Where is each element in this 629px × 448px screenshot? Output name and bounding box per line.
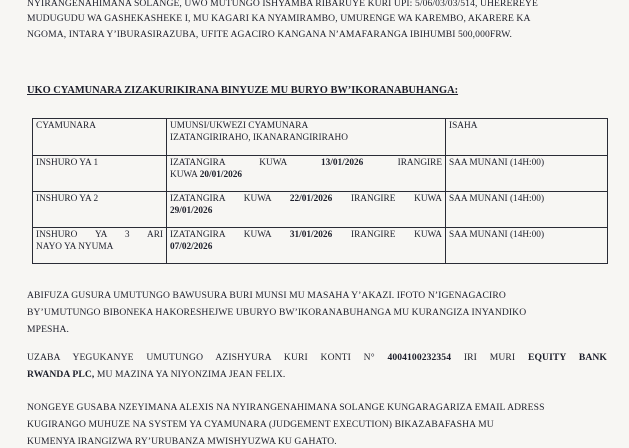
dates-line-2 (170, 205, 442, 217)
request-paragraph-line-3: KUMENYA IRANGIZWA RY’URUBANZA MWISHYUZWA KU GAHATO. (27, 436, 337, 447)
auction-schedule-table (32, 118, 608, 264)
end-label: IRANGIRE (397, 158, 443, 168)
visit-paragraph-line-2: BY’UMUTUNGO BIBONEKA HAKORESHEJWE UBURYO BW’IKORANABUHANGA MU KURANGIZA INYANDIKO (27, 307, 527, 318)
table-row (33, 192, 608, 228)
payment-paragraph-line-1 (27, 351, 607, 364)
dates-cell (167, 192, 446, 228)
round-cell (33, 156, 167, 192)
account-number: 4004100232354 (387, 352, 452, 363)
bank-name-line-2: RWANDA PLC, (27, 369, 95, 380)
round-cell (33, 192, 167, 228)
header-cell-auction (33, 119, 167, 156)
payment-line-1-justified (27, 351, 607, 364)
header-dates-line-1: UMUNSI/UKWEZI CYAMUNARA (170, 121, 309, 131)
round-cell (33, 228, 167, 264)
header-time-label: ISAHA (449, 121, 478, 131)
visit-paragraph-line-1: ABIFUZA GUSURA UMUTUNGO BAWUSURA BURI MUNSI MU MASAHA Y’AKAZI. IFOTO N’IGENAGACIRO (27, 290, 506, 301)
start-label: IZATANGIRA KUWA (170, 194, 272, 204)
dates-line-1 (170, 229, 442, 241)
table-header-row (33, 119, 608, 156)
round-label: INSHURO YA 1 (36, 158, 99, 168)
header-auction-label: CYAMUNARA (36, 121, 96, 131)
time-value: SAA MUNANI (14H:00) (449, 230, 545, 240)
bank-name: EQUITY BANK (528, 352, 607, 363)
start-label: IZATANGIRA KUWA (170, 158, 287, 168)
table-row (33, 156, 608, 192)
time-cell (446, 192, 608, 228)
request-paragraph-line-2: KUGIRANGO MUHUZE NA SYSTEM YA CYAMUNARA (JUDGEMENT EXECUTION) BIKAZABAFASHA MU (27, 419, 494, 430)
start-date: 13/01/2026 (320, 158, 364, 168)
header-dates-line-2: IZATANGIRIRAHO, IKANARANGIRIRAHO (170, 133, 348, 143)
section-heading: UKO CYAMUNARA ZIZAKURIKIRANA BINYUZE MU BURYO BW’IKORANABUHANGA: (27, 85, 459, 96)
request-paragraph-line-1: NONGEYE GUSABA NZEYIMANA ALEXIS NA NYIRANGENAHIMANA SOLANGE KUNGARAGARIZA EMAIL ADRESS (27, 402, 545, 413)
account-holder: MU MAZINA YA NIYONZIMA JEAN FELIX. (96, 369, 286, 380)
payment-mid: IRI MURI (463, 352, 516, 363)
dates-line-1 (170, 193, 442, 205)
payment-prefix: UZABA YEGUKANYE UMUTUNGO AZISHYURA KURI KONTI N° (27, 352, 375, 363)
start-label: IZATANGIRA KUWA (170, 230, 272, 240)
time-value: SAA MUNANI (14H:00) (449, 158, 545, 168)
intro-line-2: MUDUGUDU WA GASHEKASHEKE I, MU KAGARI KA NYAMIRAMBO, UMURENGE WA KAREMBO, AKARERE KA (27, 13, 531, 24)
end-date: 29/01/2026 (170, 206, 213, 216)
dates-cell (167, 156, 446, 192)
end-label: IRANGIRE KUWA (350, 194, 442, 204)
dates-line-1 (170, 157, 442, 169)
time-cell (446, 228, 608, 264)
dates-line-2 (170, 169, 442, 181)
time-value: SAA MUNANI (14H:00) (449, 194, 545, 204)
round-label: INSHURO YA 2 (36, 194, 99, 204)
time-cell (446, 156, 608, 192)
end-date: 07/02/2026 (170, 242, 213, 252)
start-date: 22/01/2026 (289, 194, 333, 204)
visit-paragraph-line-3: MPESHA. (27, 324, 70, 335)
end-date: 20/01/2026 (199, 170, 243, 180)
round-label: INSHURO YA 3 ARI (36, 230, 163, 240)
round-label-line-2: NAYO YA NYUMA (36, 242, 114, 252)
end-label: IRANGIRE KUWA (350, 230, 442, 240)
start-date: 31/01/2026 (289, 230, 333, 240)
header-cell-dates (167, 119, 446, 156)
dates-line-2 (170, 241, 442, 253)
dates-cell (167, 228, 446, 264)
header-cell-time (446, 119, 608, 156)
end-prefix: KUWA (170, 170, 198, 180)
intro-line-1: NYIRANGENAHIMANA SOLANGE, UWO MUTUNGO ISHYAMBA RIBARUYE KURI UPI: 5/06/03/03/514, UHEREREYE (27, 0, 538, 9)
payment-paragraph-line-2 (27, 368, 285, 381)
table-row (33, 228, 608, 264)
intro-line-3: NGOMA, INTARA Y’IBURASIRAZUBA, UFITE AGACIRO KANGANA N’AMAFARANGA IBIHUMBI 500,000FRW. (27, 29, 513, 40)
